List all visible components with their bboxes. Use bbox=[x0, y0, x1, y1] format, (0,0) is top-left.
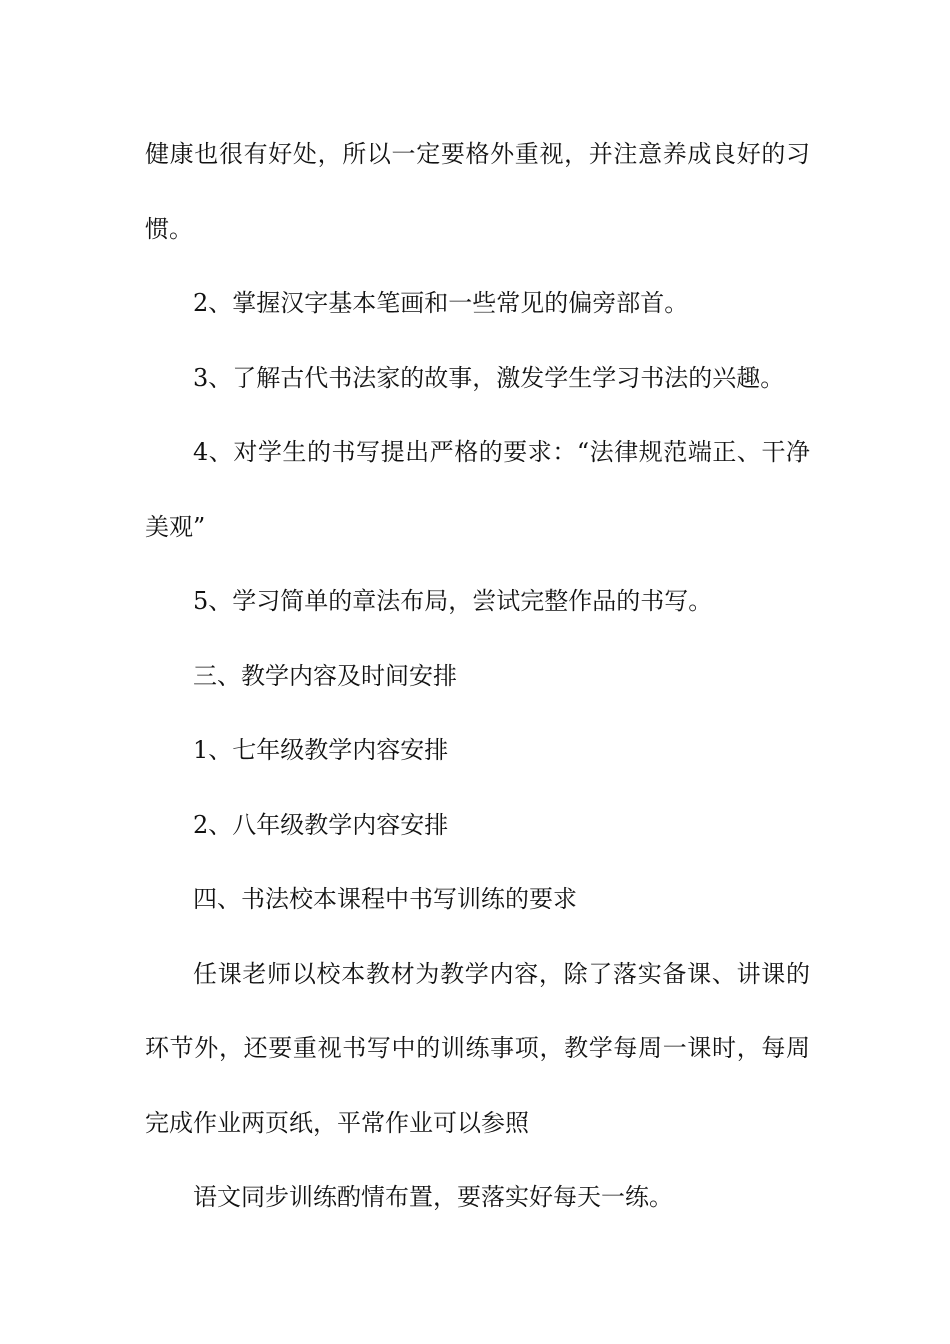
paragraph-line: 健康也很有好处，所以一定要格外重视，并注意养成良好的习 bbox=[145, 140, 810, 168]
section-heading: 四、书法校本课程中书写训练的要求 bbox=[193, 885, 577, 913]
paragraph-line: 惯。 bbox=[145, 214, 193, 243]
list-item: 2、掌握汉字基本笔画和一些常见的偏旁部首。 bbox=[193, 289, 689, 317]
paragraph-line: 语文同步训练酌情布置，要落实好每天一练。 bbox=[193, 1183, 673, 1211]
paragraph-line: 美观” bbox=[145, 512, 206, 541]
list-item: 3、了解古代书法家的故事，激发学生学习书法的兴趣。 bbox=[193, 363, 785, 392]
paragraph-line: 环节外，还要重视书写中的训练事项，教学每周一课时，每周 bbox=[145, 1034, 810, 1062]
list-item: 4、对学生的书写提出严格的要求：“法律规范端正、干净 bbox=[193, 438, 810, 466]
list-item: 1、七年级教学内容安排 bbox=[193, 736, 449, 764]
paragraph-line: 完成作业两页纸，平常作业可以参照 bbox=[145, 1108, 529, 1137]
section-heading: 三、教学内容及时间安排 bbox=[193, 661, 457, 690]
document-body bbox=[145, 117, 810, 1235]
list-item: 5、学习简单的章法布局，尝试完整作品的书写。 bbox=[193, 587, 713, 615]
paragraph-line: 任课老师以校本教材为教学内容，除了落实备课、讲课的 bbox=[193, 959, 810, 988]
list-item: 2、八年级教学内容安排 bbox=[193, 810, 449, 839]
